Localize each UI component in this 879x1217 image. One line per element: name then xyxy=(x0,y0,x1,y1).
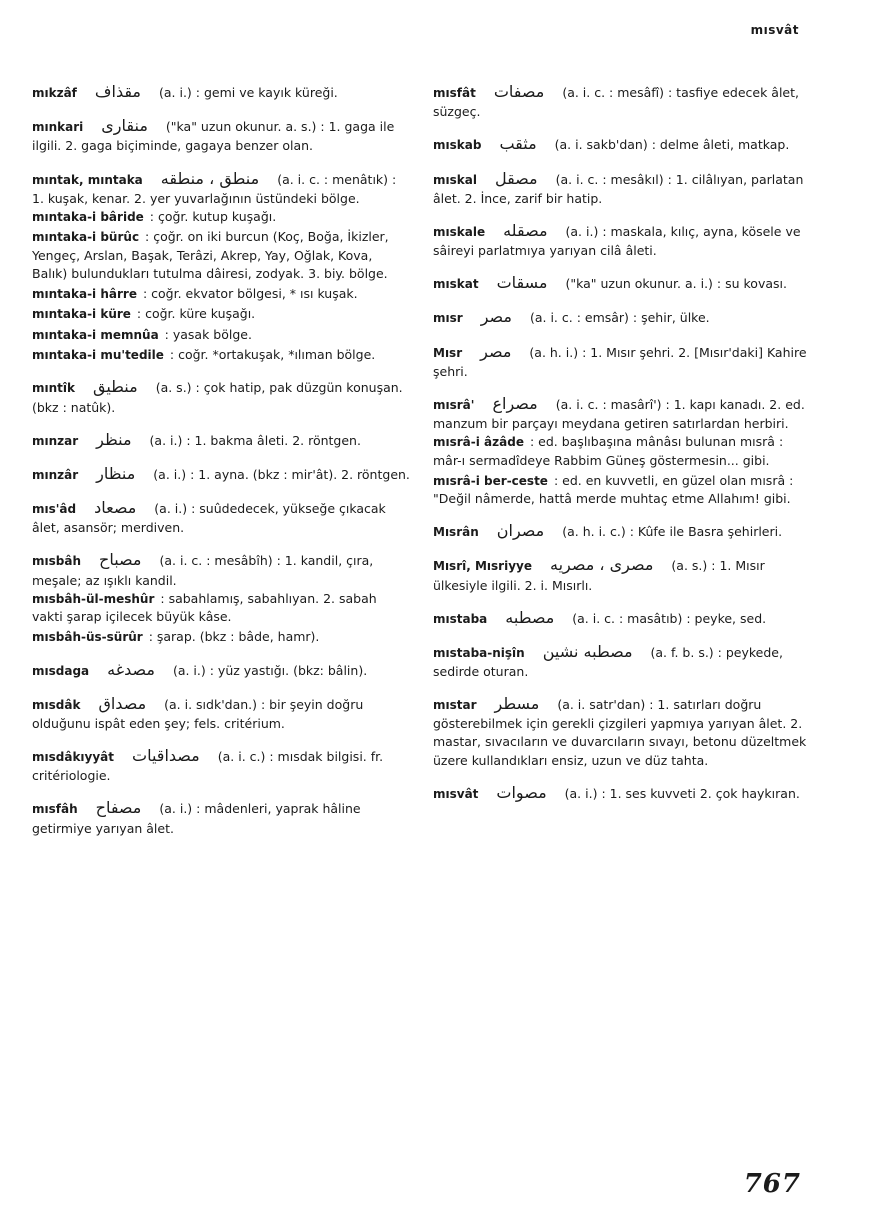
grammar-note: (a. s.) xyxy=(155,380,192,396)
arabic-script: منطق ، منطقه xyxy=(160,168,260,188)
definition: : peyke, sed. xyxy=(686,610,767,626)
headword: mısdaga xyxy=(32,663,90,678)
grammar-note: (a. i.) xyxy=(159,85,192,100)
sub-headword: mısbâh-üs-sürûr xyxy=(32,630,143,645)
dictionary-entry xyxy=(433,781,811,804)
definition: : 1. cilâlıyan, parlatan âlet. 2. İnce, zarif bir hatip. xyxy=(433,171,804,206)
definition: : maskala, kılıç, ayna, kösele ve sâireyi parlatmıya yarıyan cilâ âleti. xyxy=(433,223,801,258)
sub-headword: mıntaka-i memnûa xyxy=(32,327,159,342)
arabic-script: مصفات xyxy=(493,82,545,101)
headword: Mısrî, Mısriyye xyxy=(433,559,532,574)
arabic-script: منظار xyxy=(96,463,136,483)
grammar-note: ("ka" uzun okunur. a. s.) xyxy=(165,119,317,135)
definition: : yüz yastığı. (bkz: bâlin). xyxy=(209,662,368,678)
definition: : 1. Mısır şehri. 2. [Mısır'daki] Kahire şehri. xyxy=(433,344,807,379)
definition: : 1. ses kuvveti 2. çok haykıran. xyxy=(601,785,800,801)
arabic-script: منظر xyxy=(96,429,132,449)
definition: : 1. ayna. (bkz : mir'ât). 2. röntgen. xyxy=(190,466,410,482)
headword: mıstar xyxy=(433,698,477,713)
left-column xyxy=(32,80,410,849)
definition: : mâdenleri, yaprak hâline getirmiye yarıyan âlet. xyxy=(32,801,361,836)
definition: : gemi ve kayık küreği. xyxy=(195,85,338,100)
arabic-script: مقذاف xyxy=(94,82,141,101)
grammar-note: (a. i. c. : mesâbîh) xyxy=(159,553,273,569)
arabic-script: مصطبه xyxy=(505,607,555,627)
arabic-script: مصداق xyxy=(98,693,147,713)
arabic-script: مثقب xyxy=(499,134,537,154)
sub-headword: mıntaka-i bâride xyxy=(32,209,144,224)
grammar-note: (a. i.) xyxy=(153,466,187,482)
definition: : delme âleti, matkap. xyxy=(651,137,790,153)
sub-headword: mısrâ-i ber-ceste xyxy=(433,473,548,488)
arabic-script: منطيق xyxy=(93,377,138,397)
dictionary-entry xyxy=(433,167,811,208)
dictionary-entry xyxy=(433,519,811,542)
definition: : 1. kapı kanadı. 2. ed. manzum bir parçayı meydana getiren satırlardan herbiri. xyxy=(433,396,805,431)
sub-headword: mıntaka-i bürûc xyxy=(32,230,140,245)
grammar-note: (a. i. sakb'dan) xyxy=(554,137,648,153)
dictionary-entry xyxy=(32,744,410,785)
dictionary-entry xyxy=(433,219,811,260)
sub-entry xyxy=(32,285,410,303)
headword: mınkari xyxy=(32,120,84,135)
definition: : mısdak bilgisi. fr. critériologie. xyxy=(32,749,384,784)
grammar-note: (a. i. c.) xyxy=(217,749,266,765)
arabic-script: مصدغه xyxy=(107,659,155,679)
definition: : 1. satırları doğru gösterebilmek için gerekli çizgileri yapmıya yarıyan âlet. 2. mastar, sıvacıların ve duvarcıların sıvayı, betonu düzeltmek üzere kullandıkları ensiz, uzun ve düz tahta. xyxy=(433,697,807,768)
arabic-script: مصرى ، مصريه xyxy=(549,555,654,575)
headword: mıstaba-nişîn xyxy=(433,645,525,660)
arabic-script: مصعاد xyxy=(94,498,137,518)
dictionary-entry xyxy=(32,658,410,681)
headword: Mısrân xyxy=(433,525,479,540)
headword: mısvât xyxy=(433,786,479,801)
headword: mınzar xyxy=(32,433,79,448)
headword: mıntak, mıntaka xyxy=(32,172,143,187)
dictionary-entry xyxy=(32,462,410,485)
arabic-script: مصران xyxy=(496,521,545,541)
arabic-script: مصفاح xyxy=(95,798,142,818)
grammar-note: (a. f. b. s.) xyxy=(650,644,714,660)
dictionary-entry xyxy=(433,132,811,155)
grammar-note: (a. i. sıdk'dan.) xyxy=(164,696,258,712)
headword: mıskat xyxy=(433,277,479,292)
running-head: mısvât xyxy=(750,23,799,37)
headword: mısfât xyxy=(433,86,476,100)
sub-definition: : şarap. (bkz : bâde, hamr). xyxy=(148,629,320,645)
grammar-note: (a. i. c. : mesâfî) xyxy=(562,85,665,100)
definition: : 1. gaga ile ilgili. 2. gaga biçiminde, gagaya benzer olan. xyxy=(32,119,395,154)
dictionary-entry xyxy=(32,428,410,451)
sub-entry xyxy=(32,590,410,627)
sub-definition: : çoğr. on iki burcun (Koç, Boğa, İkizler, Yengeç, Arslan, Başak, Terâzi, Akrep, Yay, Oğlak, Kova, Balık) bulundukları tutulma dâiresi, zodyak. 3. biy. bölge. xyxy=(32,229,389,281)
sub-entry xyxy=(32,326,410,344)
definition: : suûdedecek, yükseğe çıkacak âlet, asansör; merdiven. xyxy=(32,501,386,536)
headword: mıkzâf xyxy=(32,86,77,100)
grammar-note: (a. i.) xyxy=(564,785,598,801)
definition: : 1. bakma âleti. 2. röntgen. xyxy=(186,432,361,448)
headword: mısrâ' xyxy=(433,397,475,412)
grammar-note: (a. i. c. : emsâr) xyxy=(529,310,629,326)
definition: : bir şeyin doğru olduğunu ispât eden şey; fels. critérium. xyxy=(32,696,364,731)
sub-definition: : coğr. ekvator bölgesi, * ısı kuşak. xyxy=(142,285,358,301)
sub-definition: : çoğr. kutup kuşağı. xyxy=(149,208,277,224)
dictionary-entry xyxy=(32,80,410,103)
headword: mıs'âd xyxy=(32,502,77,517)
dictionary-entry xyxy=(433,640,811,681)
headword: mısdâk xyxy=(32,697,81,712)
grammar-note: (a. i.) xyxy=(149,432,183,448)
grammar-note: ("ka" uzun okunur. a. i.) xyxy=(565,276,713,292)
sub-definition: : ed. en kuvvetli, en güzel olan mısrâ : "Değil nâmerde, hattâ merde muhtaç etme Allahım! gibi. xyxy=(433,472,794,507)
definition: : peykede, sedirde oturan. xyxy=(433,644,783,680)
sub-entry xyxy=(433,433,811,470)
sub-definition: : yasak bölge. xyxy=(164,326,252,342)
headword: mıskab xyxy=(433,138,482,153)
arabic-script: مصداقيات xyxy=(132,746,200,766)
sub-entry xyxy=(32,346,410,364)
grammar-note: (a. i. c. : masâtıb) xyxy=(572,610,683,626)
right-column xyxy=(433,80,811,815)
grammar-note: (a. i.) xyxy=(172,662,206,678)
arabic-script: مصباح xyxy=(99,550,142,570)
dictionary-entry xyxy=(32,167,410,365)
sub-definition: : sabahlamış, sabahlıyan. 2. sabah vakti şarap içilecek büyük kâse. xyxy=(32,590,377,625)
headword: mıntîk xyxy=(32,381,75,396)
grammar-note: (a. i.) xyxy=(159,801,193,817)
grammar-note: (a. h. i.) xyxy=(529,344,579,360)
dictionary-entry xyxy=(433,80,811,121)
headword: mınzâr xyxy=(32,467,79,482)
definition: : 1. kuşak, kenar. 2. yer yuvarlağının üstündeki bölge. xyxy=(32,171,397,206)
arabic-script: مسطر xyxy=(494,694,540,714)
definition: : şehir, ülke. xyxy=(632,310,710,326)
grammar-note: (a. i. c. : menâtık) xyxy=(277,171,389,187)
arabic-script: مصر xyxy=(480,341,512,361)
definition: : 1. Mısır ülkesiyle ilgili. 2. i. Mısırlı. xyxy=(433,558,765,593)
dictionary-entry xyxy=(32,114,410,155)
sub-entry xyxy=(32,305,410,323)
dictionary-entry xyxy=(433,271,811,294)
grammar-note: (a. i.) xyxy=(565,223,599,239)
headword: mısfâh xyxy=(32,802,78,817)
headword: mıstaba xyxy=(433,611,488,626)
sub-headword: mıntaka-i mu'tedile xyxy=(32,348,164,363)
arabic-script: مصقله xyxy=(503,220,548,240)
definition: : su kovası. xyxy=(716,276,787,292)
sub-headword: mısbâh-ül-meshûr xyxy=(32,591,155,606)
sub-headword: mıntaka-i hârre xyxy=(32,286,137,301)
sub-headword: mısrâ-i âzâde xyxy=(433,435,524,450)
dictionary-entry xyxy=(433,340,811,381)
grammar-note: (a. h. i. c.) xyxy=(562,524,626,540)
grammar-note: (a. i.) xyxy=(154,501,188,517)
sub-entry xyxy=(32,628,410,646)
grammar-note: (a. s.) xyxy=(671,558,708,574)
arabic-script: مصراع xyxy=(492,393,538,413)
page-number: 767 xyxy=(743,1169,801,1199)
dictionary-entry xyxy=(433,553,811,594)
headword: Mısr xyxy=(433,345,463,360)
grammar-note: (a. i. satr'dan) xyxy=(557,697,646,713)
sub-entry xyxy=(433,472,811,509)
definition: : çok hatip, pak düzgün konuşan. (bkz : natûk). xyxy=(32,380,403,415)
definition: : Kûfe ile Basra şehirleri. xyxy=(629,524,783,540)
dictionary-entry xyxy=(32,692,410,733)
arabic-script: مسقات xyxy=(496,273,548,293)
definition: : 1. kandil, çıra, meşale; az ışıklı kandil. xyxy=(32,553,374,588)
dictionary-entry xyxy=(433,392,811,508)
sub-definition: : coğr. küre kuşağı. xyxy=(136,306,256,322)
arabic-script: مصر xyxy=(480,307,512,327)
grammar-note: (a. i. c. : masârî') xyxy=(555,396,662,412)
sub-definition: : ed. başlıbaşına mânâsı bulunan mısrâ : mâr-ı sermadîdeye Rabbim Güneş göstermesin... gibi. xyxy=(433,434,784,468)
headword: mısr xyxy=(433,311,463,326)
headword: mıskale xyxy=(433,224,486,239)
definition: : tasfiye edecek âlet, süzgeç. xyxy=(433,85,799,120)
dictionary-entry xyxy=(32,796,410,837)
headword: mısdâkıyyât xyxy=(32,750,115,765)
dictionary-entry xyxy=(433,606,811,629)
sub-entry xyxy=(32,228,410,283)
arabic-script: منقارى xyxy=(101,116,148,136)
headword: mısbâh xyxy=(32,554,81,569)
headword: mıskal xyxy=(433,172,477,187)
grammar-note: (a. i. c. : mesâkıl) xyxy=(555,171,664,187)
dictionary-entry xyxy=(32,548,410,646)
dictionary-entry xyxy=(32,375,410,416)
dictionary-entry xyxy=(433,305,811,328)
arabic-script: مصطبه نشين xyxy=(542,641,633,661)
arabic-script: مصوات xyxy=(496,782,547,802)
sub-headword: mıntaka-i küre xyxy=(32,307,131,322)
dictionary-entry xyxy=(433,692,811,770)
sub-entry xyxy=(32,208,410,226)
dictionary-entry xyxy=(32,496,410,537)
sub-definition: : coğr. *ortakuşak, *ılıman bölge. xyxy=(169,347,376,363)
arabic-script: مصقل xyxy=(494,168,538,188)
